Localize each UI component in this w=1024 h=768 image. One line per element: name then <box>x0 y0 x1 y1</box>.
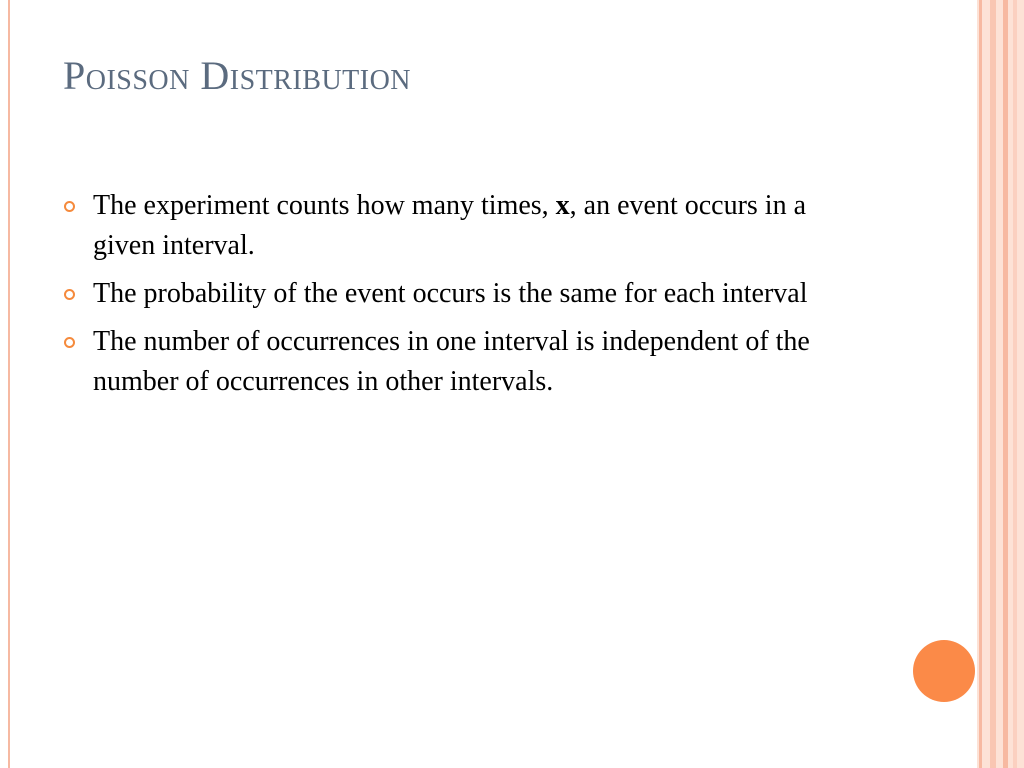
bullet-text: The experiment counts how many times, x, an event occurs in a given interval. <box>93 190 807 261</box>
bullet-circle-icon <box>64 201 75 212</box>
left-border-decoration <box>8 0 10 768</box>
right-stripe <box>979 0 982 768</box>
bullet-text: The probability of the event occurs is the same for each interval <box>93 278 808 309</box>
bullet-item <box>64 322 844 402</box>
variable-x: x <box>555 190 570 221</box>
bullet-item <box>64 274 844 314</box>
right-stripe <box>1013 0 1017 768</box>
right-stripe <box>990 0 996 768</box>
bullet-circle-icon <box>64 289 75 300</box>
bullet-text: The number of occurrences in one interval is independent of the number of occurrences in other intervals. <box>93 326 810 397</box>
bullet-item <box>64 186 844 266</box>
right-stripe <box>1003 0 1008 768</box>
bullet-circle-icon <box>64 337 75 348</box>
decorative-circle-icon <box>913 640 975 702</box>
bullet-list <box>64 186 844 410</box>
slide-title: Poisson Distribution <box>63 53 412 98</box>
